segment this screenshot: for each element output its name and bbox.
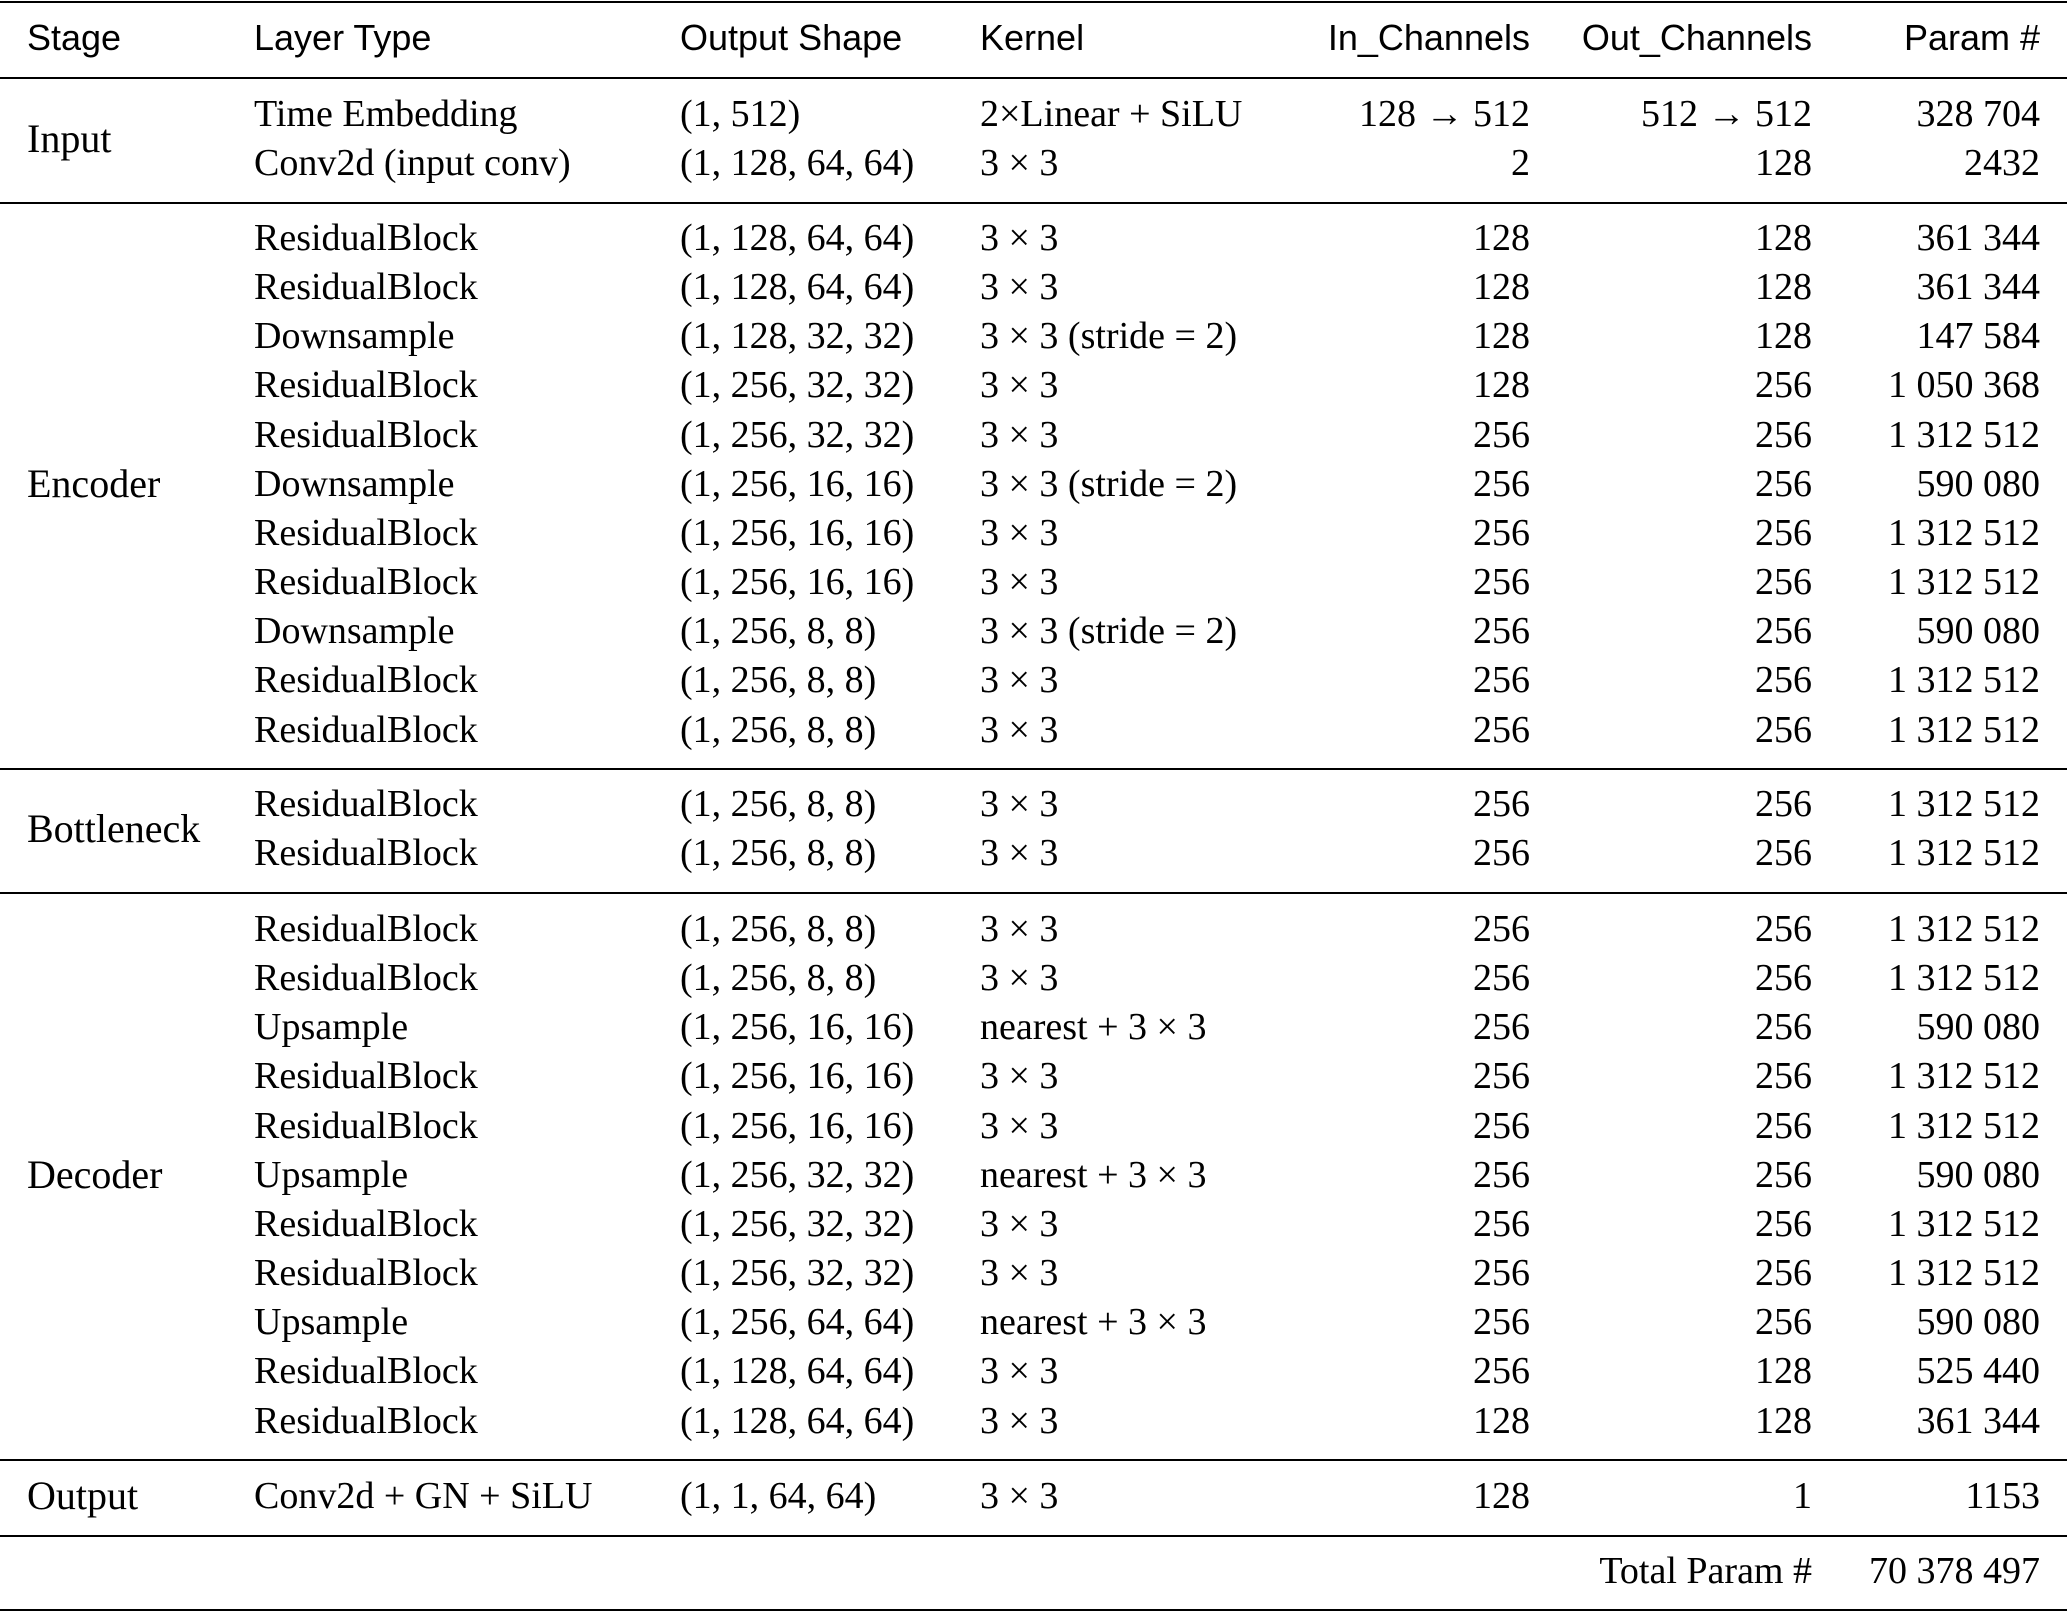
out-channels-cell: 256 <box>1755 1202 1812 1245</box>
in-channels-cell: 256 <box>1473 1006 1530 1049</box>
layer-type-cell: ResidualBlock <box>254 1104 478 1147</box>
in-channels-cell: 256 <box>1473 1350 1530 1393</box>
kernel-cell: 3 × 3 <box>980 708 1059 751</box>
out-channels-cell: 256 <box>1755 1055 1812 1098</box>
out-channels-cell: 256 <box>1755 1153 1812 1196</box>
layer-type-cell: ResidualBlock <box>254 1202 478 1245</box>
output-shape-cell: (1, 128, 32, 32) <box>680 315 915 358</box>
output-shape-cell: (1, 128, 64, 64) <box>680 1399 915 1442</box>
params-cell: 590 080 <box>1916 1006 2040 1049</box>
output-shape-cell: (1, 256, 16, 16) <box>680 1104 915 1147</box>
header-stage: Stage <box>27 17 122 58</box>
in-channels-cell: 256 <box>1473 1104 1530 1147</box>
kernel-cell: 3 × 3 (stride = 2) <box>980 462 1238 505</box>
output-shape-cell: (1, 256, 8, 8) <box>680 908 877 950</box>
kernel-cell: 3 × 3 <box>980 1399 1059 1442</box>
out-channels-cell: 128 <box>1755 315 1812 358</box>
out-channels-cell: 256 <box>1755 1006 1812 1049</box>
layer-type-cell: ResidualBlock <box>254 217 478 259</box>
output-shape-cell: (1, 256, 16, 16) <box>680 1055 915 1098</box>
in-channels-cell: 256 <box>1473 1153 1530 1196</box>
kernel-cell: 3 × 3 <box>980 413 1059 456</box>
header-kernel: Kernel <box>980 17 1085 58</box>
in-channels-cell: 256 <box>1473 610 1530 653</box>
in-channels-cell: 256 <box>1473 413 1530 456</box>
params-cell: 590 080 <box>1916 610 2040 653</box>
out-channels-cell: 256 <box>1755 783 1812 825</box>
in-channels-cell: 2 <box>1511 142 1530 185</box>
in-channels-cell: 256 <box>1473 561 1530 604</box>
output-shape-cell: (1, 256, 64, 64) <box>680 1301 915 1344</box>
kernel-cell: 3 × 3 <box>980 957 1059 1000</box>
out-channels-cell: 256 <box>1755 610 1812 653</box>
out-channels-cell: 256 <box>1755 413 1812 456</box>
layer-type-cell: ResidualBlock <box>254 1350 478 1393</box>
kernel-cell: 3 × 3 <box>980 908 1059 950</box>
output-shape-cell: (1, 256, 16, 16) <box>680 511 915 554</box>
layer-type-cell: ResidualBlock <box>254 561 478 604</box>
in-channels-cell: 256 <box>1473 1202 1530 1245</box>
output-shape-cell: (1, 128, 64, 64) <box>680 142 915 185</box>
output-shape-cell: (1, 128, 64, 64) <box>680 1350 915 1393</box>
stage-label-encoder: Encoder <box>27 460 161 506</box>
output-shape-cell: (1, 128, 64, 64) <box>680 266 915 309</box>
params-cell: 1 312 512 <box>1888 832 2040 875</box>
header-output-shape: Output Shape <box>680 17 903 58</box>
params-cell: 1 312 512 <box>1888 413 2040 456</box>
out-channels-cell: 128 <box>1755 142 1812 185</box>
section-rule-bottleneck <box>0 892 2067 894</box>
params-cell: 328 704 <box>1916 93 2040 135</box>
params-cell: 590 080 <box>1916 1301 2040 1344</box>
kernel-cell: nearest + 3 × 3 <box>980 1153 1207 1196</box>
output-shape-cell: (1, 1, 64, 64) <box>680 1475 877 1517</box>
layer-type-cell: Upsample <box>254 1153 409 1196</box>
in-channels-cell: 256 <box>1473 908 1530 950</box>
layer-type-cell: ResidualBlock <box>254 832 478 875</box>
layer-type-cell: ResidualBlock <box>254 957 478 1000</box>
params-cell: 1 312 512 <box>1888 1104 2040 1147</box>
section-rule-output <box>0 1535 2067 1537</box>
in-channels-cell: 256 <box>1473 1301 1530 1344</box>
params-cell: 1 312 512 <box>1888 659 2040 702</box>
in-channels-cell: 128 <box>1473 364 1530 407</box>
output-shape-cell: (1, 256, 32, 32) <box>680 1153 915 1196</box>
output-shape-cell: (1, 256, 8, 8) <box>680 659 877 702</box>
in-channels-cell: 256 <box>1473 1252 1530 1295</box>
params-cell: 361 344 <box>1916 217 2040 259</box>
out-channels-cell: 256 <box>1755 1252 1812 1295</box>
in-channels-cell: 128 <box>1473 1475 1530 1517</box>
kernel-cell: nearest + 3 × 3 <box>980 1006 1207 1049</box>
in-channels-cell: 128 <box>1473 315 1530 358</box>
output-shape-cell: (1, 256, 8, 8) <box>680 957 877 1000</box>
output-shape-cell: (1, 128, 64, 64) <box>680 217 915 259</box>
kernel-cell: 3 × 3 <box>980 511 1059 554</box>
total-param-value: 70 378 497 <box>1869 1550 2040 1592</box>
section-rule-input <box>0 202 2067 204</box>
kernel-cell: 3 × 3 <box>980 1055 1059 1098</box>
out-channels-cell: 256 <box>1755 957 1812 1000</box>
in-channels-cell: 256 <box>1473 957 1530 1000</box>
in-channels-cell: 128 <box>1473 266 1530 309</box>
out-channels-cell: 256 <box>1755 832 1812 875</box>
params-cell: 525 440 <box>1916 1350 2040 1393</box>
layer-type-cell: ResidualBlock <box>254 1399 478 1442</box>
params-cell: 1 050 368 <box>1888 364 2040 407</box>
layer-type-cell: Upsample <box>254 1006 409 1049</box>
kernel-cell: nearest + 3 × 3 <box>980 1301 1207 1344</box>
out-channels-cell: 128 <box>1755 217 1812 259</box>
in-channels-cell: 256 <box>1473 511 1530 554</box>
out-channels-cell: 256 <box>1755 659 1812 702</box>
layer-type-cell: ResidualBlock <box>254 908 478 950</box>
layer-type-cell: ResidualBlock <box>254 413 478 456</box>
kernel-cell: 3 × 3 <box>980 1475 1059 1517</box>
section-rule-decoder <box>0 1459 2067 1461</box>
kernel-cell: 3 × 3 <box>980 142 1059 185</box>
params-cell: 2432 <box>1964 142 2040 185</box>
header-layer-type: Layer Type <box>254 17 432 58</box>
header-rule <box>0 77 2067 79</box>
output-shape-cell: (1, 256, 32, 32) <box>680 1202 915 1245</box>
layer-type-cell: ResidualBlock <box>254 659 478 702</box>
output-shape-cell: (1, 256, 16, 16) <box>680 561 915 604</box>
layer-type-cell: Downsample <box>254 610 455 653</box>
params-cell: 361 344 <box>1916 266 2040 309</box>
layer-type-cell: Upsample <box>254 1301 409 1344</box>
out-channels-cell: 256 <box>1755 511 1812 554</box>
out-channels-cell: 256 <box>1755 1104 1812 1147</box>
stage-label-input: Input <box>27 115 112 161</box>
layer-type-cell: Conv2d (input conv) <box>254 142 571 185</box>
output-shape-cell: (1, 256, 8, 8) <box>680 708 877 751</box>
output-shape-cell: (1, 256, 32, 32) <box>680 413 915 456</box>
params-cell: 590 080 <box>1916 1153 2040 1196</box>
bottom-rule <box>0 1609 2067 1611</box>
in-channels-cell: 256 <box>1473 659 1530 702</box>
header-params: Param # <box>1903 17 2040 58</box>
stage-label-decoder: Decoder <box>27 1151 163 1197</box>
kernel-cell: 3 × 3 <box>980 364 1059 407</box>
kernel-cell: 3 × 3 <box>980 266 1059 309</box>
layer-type-cell: ResidualBlock <box>254 511 478 554</box>
in-channels-cell: 256 <box>1473 1055 1530 1098</box>
params-cell: 1 312 512 <box>1888 561 2040 604</box>
kernel-cell: 3 × 3 <box>980 1104 1059 1147</box>
out-channels-cell: 256 <box>1755 708 1812 751</box>
kernel-cell: 3 × 3 <box>980 1350 1059 1393</box>
params-cell: 1 312 512 <box>1888 783 2040 825</box>
params-cell: 1153 <box>1965 1475 2040 1517</box>
params-cell: 1 312 512 <box>1888 511 2040 554</box>
layer-type-cell: Time Embedding <box>254 93 518 135</box>
out-channels-cell: 1 <box>1793 1475 1812 1517</box>
params-cell: 1 312 512 <box>1888 1252 2040 1295</box>
kernel-cell: 3 × 3 (stride = 2) <box>980 610 1238 653</box>
params-cell: 361 344 <box>1916 1399 2040 1442</box>
layer-type-cell: ResidualBlock <box>254 783 478 825</box>
output-shape-cell: (1, 256, 8, 8) <box>680 610 877 653</box>
stage-label-bottleneck: Bottleneck <box>27 805 201 851</box>
out-channels-cell: 128 <box>1755 1399 1812 1442</box>
stage-label-output: Output <box>27 1473 139 1518</box>
kernel-cell: 3 × 3 <box>980 561 1059 604</box>
layer-type-cell: ResidualBlock <box>254 1252 478 1295</box>
output-shape-cell: (1, 256, 8, 8) <box>680 783 877 825</box>
layer-type-cell: Downsample <box>254 315 455 358</box>
params-cell: 1 312 512 <box>1888 1055 2040 1098</box>
output-shape-cell: (1, 512) <box>680 93 801 135</box>
header-in-channels: In_Channels <box>1327 17 1530 58</box>
kernel-cell: 3 × 3 <box>980 1202 1059 1245</box>
section-rule-encoder <box>0 768 2067 770</box>
layer-type-cell: ResidualBlock <box>254 1055 478 1098</box>
in-channels-cell: 128 → 512 <box>1359 93 1530 135</box>
kernel-cell: 3 × 3 <box>980 1252 1059 1295</box>
layer-type-cell: Conv2d + GN + SiLU <box>254 1475 593 1517</box>
out-channels-cell: 256 <box>1755 1301 1812 1344</box>
layer-type-cell: ResidualBlock <box>254 364 478 407</box>
layer-type-cell: Downsample <box>254 462 455 505</box>
params-cell: 1 312 512 <box>1888 1202 2040 1245</box>
kernel-cell: 2×Linear + SiLU <box>980 93 1243 135</box>
in-channels-cell: 256 <box>1473 832 1530 875</box>
out-channels-cell: 256 <box>1755 364 1812 407</box>
in-channels-cell: 128 <box>1473 217 1530 259</box>
params-cell: 1 312 512 <box>1888 957 2040 1000</box>
in-channels-cell: 256 <box>1473 708 1530 751</box>
params-cell: 1 312 512 <box>1888 908 2040 950</box>
out-channels-cell: 512 → 512 <box>1641 93 1812 135</box>
out-channels-cell: 128 <box>1755 1350 1812 1393</box>
out-channels-cell: 256 <box>1755 561 1812 604</box>
top-rule <box>0 1 2067 3</box>
out-channels-cell: 256 <box>1755 462 1812 505</box>
output-shape-cell: (1, 256, 32, 32) <box>680 364 915 407</box>
kernel-cell: 3 × 3 (stride = 2) <box>980 315 1238 358</box>
output-shape-cell: (1, 256, 16, 16) <box>680 1006 915 1049</box>
in-channels-cell: 256 <box>1473 462 1530 505</box>
kernel-cell: 3 × 3 <box>980 217 1059 259</box>
params-cell: 1 312 512 <box>1888 708 2040 751</box>
total-param-label: Total Param # <box>1599 1550 1812 1592</box>
out-channels-cell: 256 <box>1755 908 1812 950</box>
output-shape-cell: (1, 256, 8, 8) <box>680 832 877 875</box>
in-channels-cell: 128 <box>1473 1399 1530 1442</box>
output-shape-cell: (1, 256, 32, 32) <box>680 1252 915 1295</box>
header-out-channels: Out_Channels <box>1581 17 1812 58</box>
out-channels-cell: 128 <box>1755 266 1812 309</box>
params-cell: 590 080 <box>1916 462 2040 505</box>
kernel-cell: 3 × 3 <box>980 659 1059 702</box>
params-cell: 147 584 <box>1916 315 2040 358</box>
kernel-cell: 3 × 3 <box>980 783 1059 825</box>
kernel-cell: 3 × 3 <box>980 832 1059 875</box>
in-channels-cell: 256 <box>1473 783 1530 825</box>
output-shape-cell: (1, 256, 16, 16) <box>680 462 915 505</box>
layer-type-cell: ResidualBlock <box>254 266 478 309</box>
layer-type-cell: ResidualBlock <box>254 708 478 751</box>
